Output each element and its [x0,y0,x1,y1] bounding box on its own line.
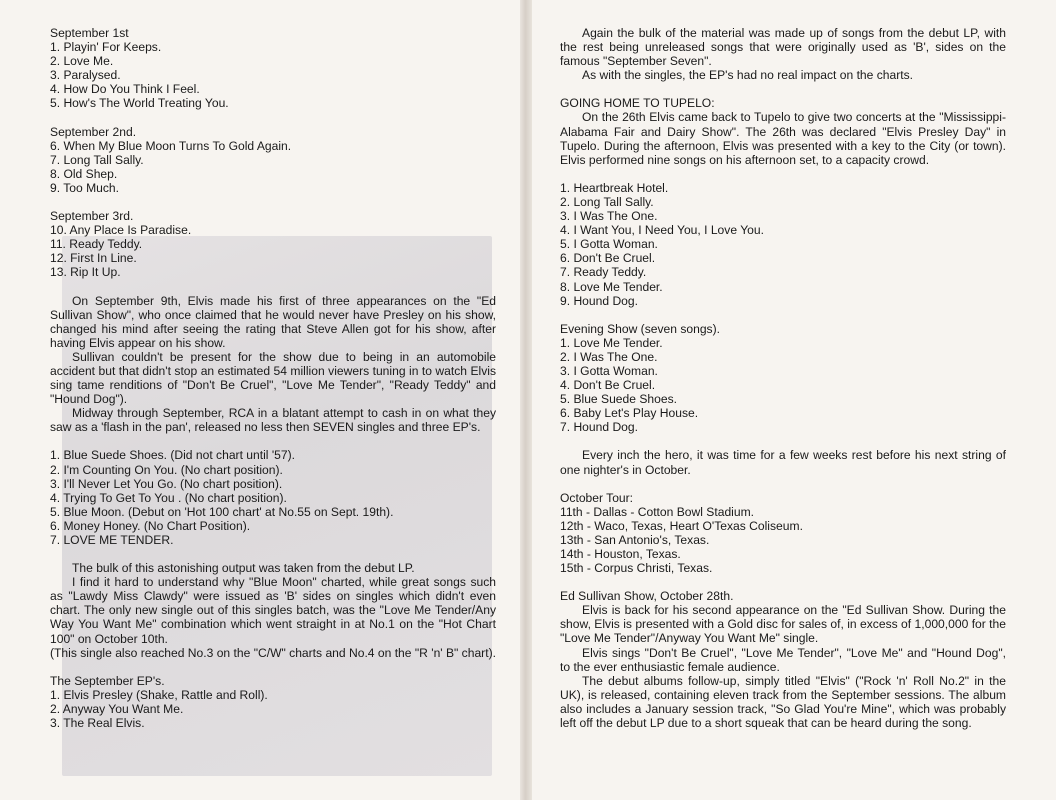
list-item: 15th - Corpus Christi, Texas. [560,561,713,576]
paragraph-tupelo: On the 26th Elvis came back to Tupelo to give two concerts at the "Mississippi-Alabama Fair and Dairy Show". The 26th was declared "Elvis Presley Day" in Tupelo. During the afternoon, Elvis was presented with a key to the City (or town). Elvis performed nine songs on his afternoon set, to a capacity crowd. [560,110,1006,167]
list-item: 6. Money Honey. (No Chart Position). [50,518,251,533]
list-item: 4. How Do You Think I Feel. [50,82,200,97]
list-item: 12th - Waco, Texas, Heart O'Texas Coliseum. [560,518,803,533]
list-item: 2. Love Me. [50,54,114,69]
list-item: 1. Heartbreak Hotel. [560,180,669,195]
list-item: 12. First In Line. [50,251,137,266]
list-item: 3. I Was The One. [560,209,658,224]
list-item: 2. I'm Counting On You. (No chart position). [50,462,283,477]
paragraph-sullivan-songs: Elvis sings "Don't Be Cruel", "Love Me Tender", "Love Me" and "Hound Dog", to the ever enthusiastic female audience. [560,645,1006,674]
list-item: 3. I Gotta Woman. [560,363,658,378]
list-item: 6. Don't Be Cruel. [560,251,656,266]
list-item: 8. Old Shep. [50,166,118,181]
list-item: 6. When My Blue Moon Turns To Gold Again. [50,138,292,153]
list-item: 2. Long Tall Sally. [560,194,654,209]
list-item: 4. Don't Be Cruel. [560,378,656,393]
paragraph-second-album: The debut albums follow-up, simply titled "Elvis" ("Rock 'n' Roll No.2" in the UK), is released, containing eleven track from the September sessions. The album also includes a January session track, "So Glad You're Mine", which was probably left off the debut LP due to a short squeak that can be heard during the song. [560,673,1006,731]
right-page-text [560,26,1006,730]
sept3-heading: September 3rd. [50,209,134,224]
list-item: 7. Ready Teddy. [560,265,647,280]
list-item: 1. Elvis Presley (Shake, Rattle and Roll). [50,687,268,702]
list-item: 3. I'll Never Let You Go. (No chart position). [50,476,283,491]
list-item: 1. Playin' For Keeps. [50,40,162,55]
paragraph-gold-disc: Elvis is back for his second appearance on the "Ed Sullivan Show. During the show, Elvis is presented with a Gold disc for sales of, in excess of 1,000,000 for the "Love Me Tender"/Anyway You Want Me" single. [560,603,1006,646]
list-item: 8. Love Me Tender. [560,279,663,294]
list-item: 2. I Was The One. [560,349,658,364]
list-item: 4. Trying To Get To You . (No chart position). [50,490,287,505]
evening-heading: Evening Show (seven songs). [560,321,720,336]
list-item: 10. Any Place Is Paradise. [50,223,192,238]
list-item: 3. Paralysed. [50,68,121,83]
paragraph-eps-material: Again the bulk of the material was made up of songs from the debut LP, with the rest being unreleased songs that were originally used as 'B', sides on the famous "September Seven". [560,26,1006,69]
eps-heading: The September EP's. [50,673,165,688]
left-page-text [50,26,496,730]
paragraph-sullivan-absent: Sullivan couldn't be present for the show due to being in an automobile accident but that didn't stop an estimated 54 million viewers tuning in to watch Elvis sing tame renditions of "Don't Be Cruel", "Love Me Tender", "Ready Teddy" and "Hound Dog"). [50,349,496,407]
paragraph-blue-moon: I find it hard to understand why "Blue Moon" charted, while great songs such as "Lawdy Miss Clawdy" were issued as 'B' sides on singles which didn't even chart. The only new single out of this singles batch, was the "Love Me Tender/Any Way You Want Me" combination which went straight in at No.1 on the "Hot Chart 100" on October 10th. [50,575,496,646]
list-item: 4. I Want You, I Need You, I Love You. [560,223,764,238]
list-item: 9. Too Much. [50,180,120,195]
sept2-heading: September 2nd. [50,124,137,139]
list-item: 7. Long Tall Sally. [50,152,144,167]
list-item: 3. The Real Elvis. [50,716,145,731]
list-item: 1. Blue Suede Shoes. (Did not chart until '57). [50,448,295,463]
sept1-heading: September 1st [50,26,129,40]
list-item: 5. Blue Suede Shoes. [560,392,677,407]
tour-heading: October Tour: [560,490,634,505]
list-item: 7. LOVE ME TENDER. [50,533,174,547]
sullivan-second-heading: Ed Sullivan Show, October 28th. [560,589,734,604]
paragraph-rca-release: Midway through September, RCA in a blatant attempt to cash in on what they saw as a 'flash in the pan', released no less then SEVEN singles and three EP's. [50,406,496,435]
list-item: 7. Hound Dog. [560,420,638,435]
paragraph-hero: Every inch the hero, it was time for a few weeks rest before his next string of one nighter's in October. [560,448,1006,477]
paragraph-sullivan-first: On September 9th, Elvis made his first of three appearances on the "Ed Sullivan Show", who once claimed that he would never have Presley on his show, changed his mind after seeing the rating that Steve Allen got for his show, after having Elvis appear on his show. [50,293,496,350]
list-item: 9. Hound Dog. [560,293,638,308]
paragraph-chart-note: (This single also reached No.3 on the "C/W" charts and No.4 on the "R 'n' B" chart). [50,645,496,660]
list-item: 11. Ready Teddy. [50,237,143,252]
list-item: 5. I Gotta Woman. [560,237,658,252]
list-item: 2. Anyway You Want Me. [50,701,184,716]
book-gutter [520,0,532,800]
list-item: 5. How's The World Treating You. [50,96,229,111]
list-item: 14th - Houston, Texas. [560,547,681,561]
list-item: 11th - Dallas - Cotton Bowl Stadium. [560,504,755,519]
list-item: 13th - San Antonio's, Texas. [560,532,710,547]
list-item: 1. Love Me Tender. [560,335,663,350]
list-item: 13. Rip It Up. [50,265,121,280]
paragraph-eps-impact: As with the singles, the EP's had no real impact on the charts. [582,68,914,83]
list-item: 6. Baby Let's Play House. [560,406,699,421]
tupelo-heading: GOING HOME TO TUPELO: [560,96,715,111]
paragraph-bulk: The bulk of this astonishing output was taken from the debut LP. [72,561,415,576]
list-item: 5. Blue Moon. (Debut on 'Hot 100 chart' at No.55 on Sept. 19th). [50,504,394,519]
